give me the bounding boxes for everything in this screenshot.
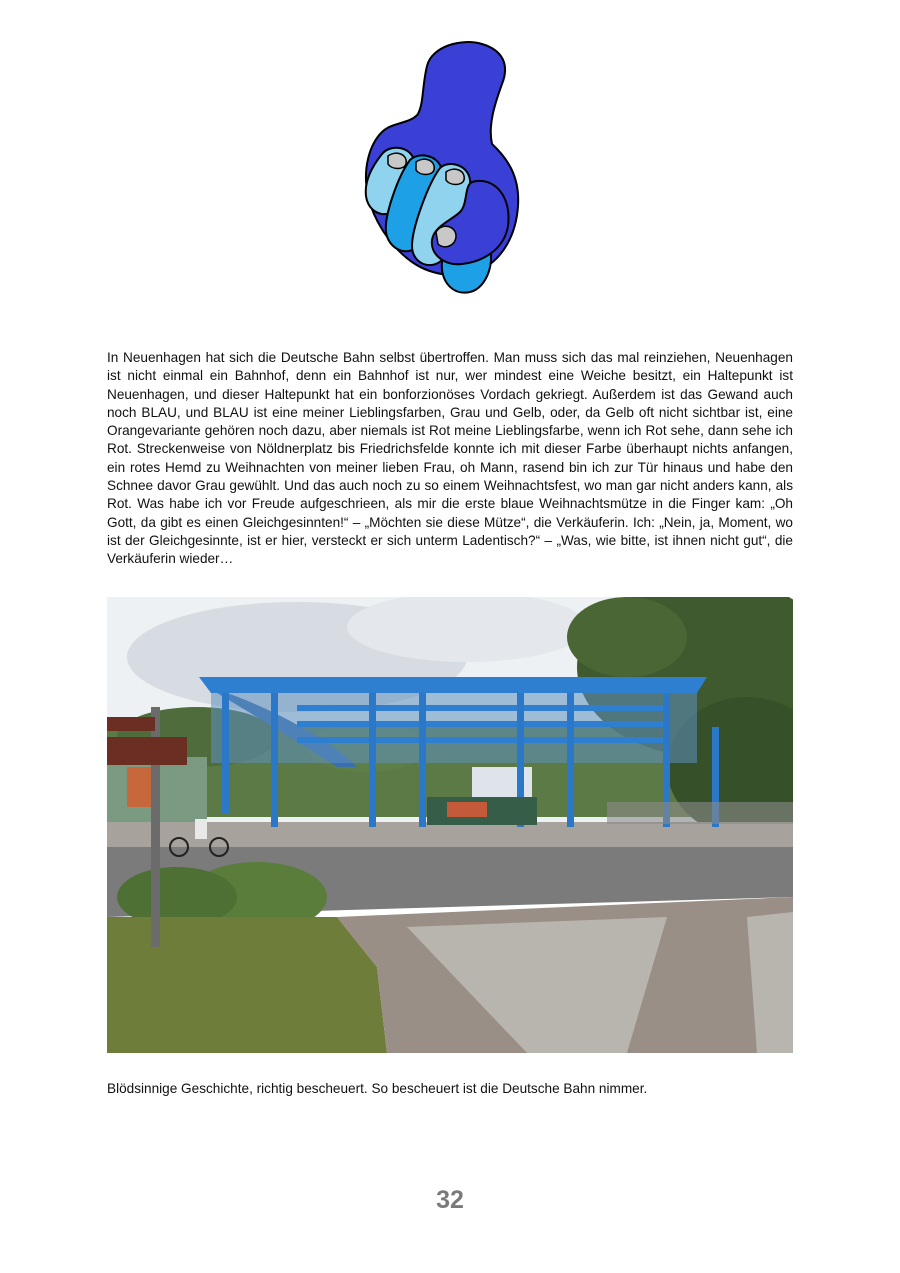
photo-caption: Blödsinnige Geschichte, richtig bescheuert. So bescheuert ist die Deutsche Bahn nimmer. (107, 1081, 648, 1096)
body-paragraph: In Neuenhagen hat sich die Deutsche Bahn selbst übertroffen. Man muss sich das mal reinziehen, Neuenhagen ist nicht einmal ein Bahnhof, denn ein Bahnhof ist nur, wer mindest eine Weiche besitzt, ein Haltepunkt ist Neuenhagen, und dieser Haltepunkt hat ein bonforzionöses Vordach gekriegt. Außerdem ist das Gewand auch noch BLAU, und BLAU ist eine meiner Lieblingsfarben, Grau und Gelb, oder, da Gelb oft nicht sichtbar ist, eine Orangevariante gehören noch dazu, aber niemals ist Rot meine Lieblingsfarbe, wenn ich Rot sehe, dann sehe ich Rot. Streckenweise von Nöldnerplatz bis Friedrichsfelde konnte ich mit dieser Farbe überhaupt nichts anfangen, ein rotes Hemd zu Weihnachten von meiner lieben Frau, oh Mann, rasend bin ich zur Tür hinaus und habe den Schnee davor Grau gewühlt. Und das auch noch zu so einem Weihnachtsfest, wo man gar nicht anders kann, als Rot. Was habe ich vor Freude aufgeschrieen, als mir die erste blaue Weihnachtsmütze in die Finger kam: „Oh Gott, da gibt es einen Gleichgesinnten!“ – „Möchten sie diese Mütze“, die Verkäuferin. Ich: „Nein, ja, Moment, wo ist der Gleichgesinnte, ist er hier, versteckt er sich unterm Ladentisch?“ – „Was, wie bitte, ist ihnen nicht gut“, die Verkäuferin wieder… (107, 350, 793, 567)
page-number: 32 (436, 1186, 464, 1214)
station-canopy-photo (107, 597, 793, 1053)
blue-hand-icon (352, 36, 542, 298)
